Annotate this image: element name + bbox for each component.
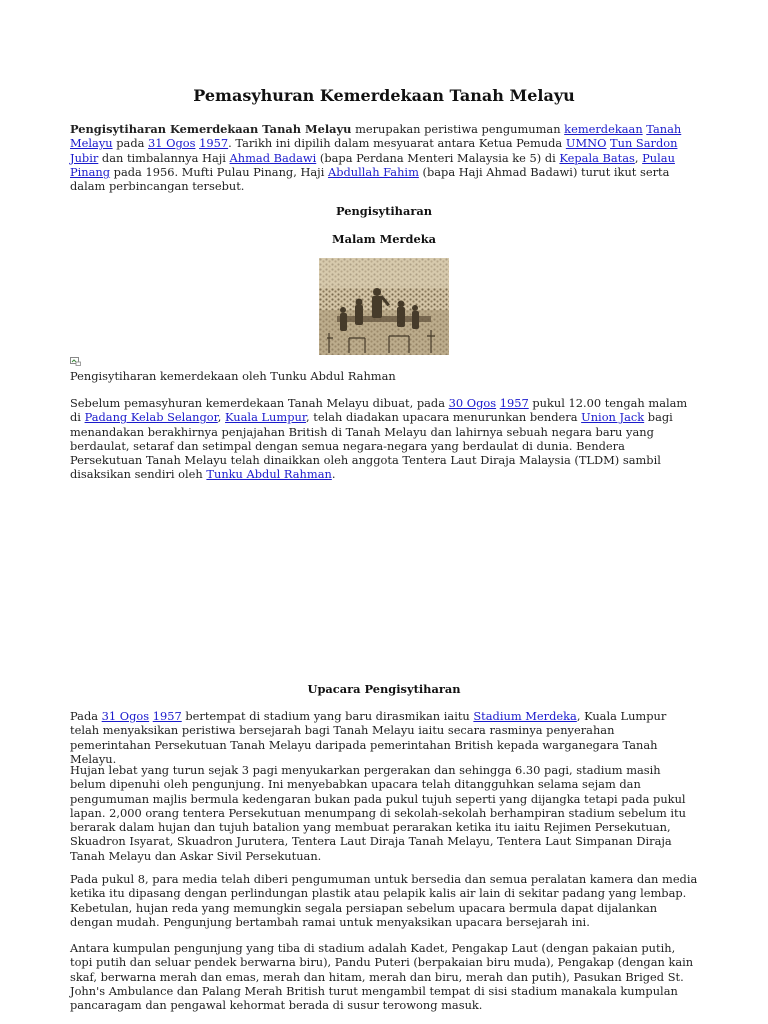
- page-title: Pemasyhuran Kemerdekaan Tanah Melayu: [193, 86, 575, 105]
- text-span: ,: [217, 410, 226, 425]
- text-span: bertempat di stadium yang baru dirasmikan iaitu: [181, 709, 474, 723]
- text-span: pukul 12.00 tengah malam di: [70, 396, 688, 425]
- broken-image-icon: [70, 351, 81, 360]
- text-span: merupakan peristiwa pengumuman: [351, 122, 565, 136]
- link-1957[interactable]: 1957: [199, 136, 229, 151]
- text-span: .: [331, 467, 336, 482]
- link-30-ogos[interactable]: 30 Ogos: [448, 396, 497, 410]
- link-tun-sardon-jubir[interactable]: Tun Sardon Jubir: [70, 136, 678, 165]
- text-span: (bapa Haji Ahmad Badawi) turut ikut serta dalam perbincangan tersebut.: [70, 164, 670, 194]
- text-span: dan timbalannya Haji: [98, 150, 230, 165]
- malam-merdeka-paragraph: [70, 396, 698, 482]
- link-stadium-merdeka[interactable]: Stadium Merdeka: [473, 709, 577, 723]
- link-31-ogos[interactable]: 31 Ogos: [101, 709, 150, 723]
- link-umno[interactable]: UMNO: [565, 136, 607, 151]
- text-span: ,: [634, 150, 643, 165]
- link-kepala-batas[interactable]: Kepala Batas: [559, 150, 635, 165]
- intro-lead: Pengisytiharan Kemerdekaan Tanah Melayu: [70, 122, 352, 136]
- heading-malam-merdeka: Malam Merdeka: [331, 232, 437, 246]
- link-tunku-abdul-rahman[interactable]: Tunku Abdul Rahman: [206, 467, 332, 482]
- link-1957[interactable]: 1957: [499, 396, 529, 410]
- text-span: (bapa Perdana Menteri Malaysia ke 5) di: [316, 150, 560, 165]
- historical-photo: [319, 258, 449, 355]
- hujan-paragraph: Hujan lebat yang turun sejak 3 pagi menyukarkan pergerakan dan sehingga 6.30 pagi, stadium masih belum dipenuhi oleh pengunjung. Ini menyebabkan upacara telah ditangguhkan selama sejam dan pengumuman majlis bermula kedengaran bukan pada pukul tujuh seperti yang dijangka tetapi pada pukul lapan. 2,000 orang tentera Persekutuan menumpang di sekolah-sekolah berhampiran stadium sebelum itu berarak dalam hujan dan tujuh batalion yang membuat perarakan ketika itu iaitu Rejimen Persekutuan, Skuadron Isyarat, Skuadron Jurutera, Tentera Laut Diraja Tanah Melayu, Tentera Laut Simpanan Diraja Tanah Melayu dan Askar Sivil Persekutuan.: [70, 763, 686, 863]
- link-31-ogos[interactable]: 31 Ogos: [148, 136, 196, 151]
- text-span: Sebelum pemasyhuran kemerdekaan Tanah Melayu dibuat, pada: [70, 396, 449, 410]
- intro-paragraph: [70, 122, 698, 193]
- text-span: pada: [112, 136, 149, 151]
- link-ahmad-badawi[interactable]: Ahmad Badawi: [229, 150, 317, 165]
- text-span: , Kuala Lumpur telah menyaksikan peristiwa bersejarah bagi Tanah Melayu iaitu secara rasminya penyerahan pemerintahan Persekutuan Tanah Melayu daripada pemerintahan British kepada warganegara Tanah Melayu.: [70, 709, 667, 766]
- text-span: , telah diadakan upacara menurunkan bendera: [306, 410, 582, 425]
- text-span: Pada: [70, 709, 102, 723]
- link-tanah-melayu[interactable]: Tanah Melayu: [70, 122, 682, 151]
- text-span: pada 1956. Mufti Pulau Pinang, Haji: [110, 164, 328, 179]
- upacara-paragraph: [70, 709, 698, 766]
- link-pulau-pinang[interactable]: Pulau Pinang: [70, 150, 675, 179]
- link-kuala-lumpur[interactable]: Kuala Lumpur: [225, 410, 307, 425]
- link-abdullah-fahim[interactable]: Abdullah Fahim: [327, 164, 419, 179]
- heading-upacara-pengisytiharan: Upacara Pengisytiharan: [307, 682, 461, 696]
- link-kemerdekaan[interactable]: kemerdekaan: [564, 122, 643, 136]
- pengunjung-paragraph: Antara kumpulan pengunjung yang tiba di stadium adalah Kadet, Pengakap Laut (dengan pakaian putih, topi putih dan seluar pendek berwarna biru), Pandu Puteri (berpakaian biru muda), Pengakap (dengan kain skaf, berwarna merah dan emas, merah dan hitam, merah dan biru, merah dan putih), Pasukan Briged St. John's Ambulance dan Palang Merah British turut mengambil tempat di sisi stadium manakala kumpulan pancaragam dan pengawal kehormat berada di susur terowong masuk.: [70, 941, 694, 1013]
- photo-caption: Pengisytiharan kemerdekaan oleh Tunku Abdul Rahman: [70, 369, 396, 383]
- link-padang-kelab-selangor[interactable]: Padang Kelab Selangor: [84, 410, 218, 425]
- text-span: bagi menandakan berakhirnya penjajahan British di Tanah Melayu dan lahirnya sebuah negara baru yang berdaulat, setaraf dan setimpal dengan semua negara-negara yang berdaulat di dunia. Bendera Persekutuan Tanah Melayu telah dinaikkan oleh anggota Tentera Laut Diraja Malaysia (TLDM) sambil disaksikan sendiri oleh: [70, 410, 673, 482]
- heading-pengisytiharan: Pengisytiharan: [335, 204, 433, 218]
- link-1957[interactable]: 1957: [152, 709, 182, 723]
- media-paragraph: Pada pukul 8, para media telah diberi pengumuman untuk bersedia dan semua peralatan kamera dan media ketika itu dipasang dengan perlindungan plastik atau pelapik kalis air lain di sekitar padang yang lembap. Kebetulan, hujan reda yang memungkin segala persiapan sebelum upacara bermula dapat dijalankan dengan mudah. Pengunjung bertambah ramai untuk menyaksikan upacara bersejarah ini.: [70, 872, 698, 929]
- text-span: . Tarikh ini dipilih dalam mesyuarat antara Ketua Pemuda: [228, 136, 566, 151]
- link-union-jack[interactable]: Union Jack: [581, 410, 645, 425]
